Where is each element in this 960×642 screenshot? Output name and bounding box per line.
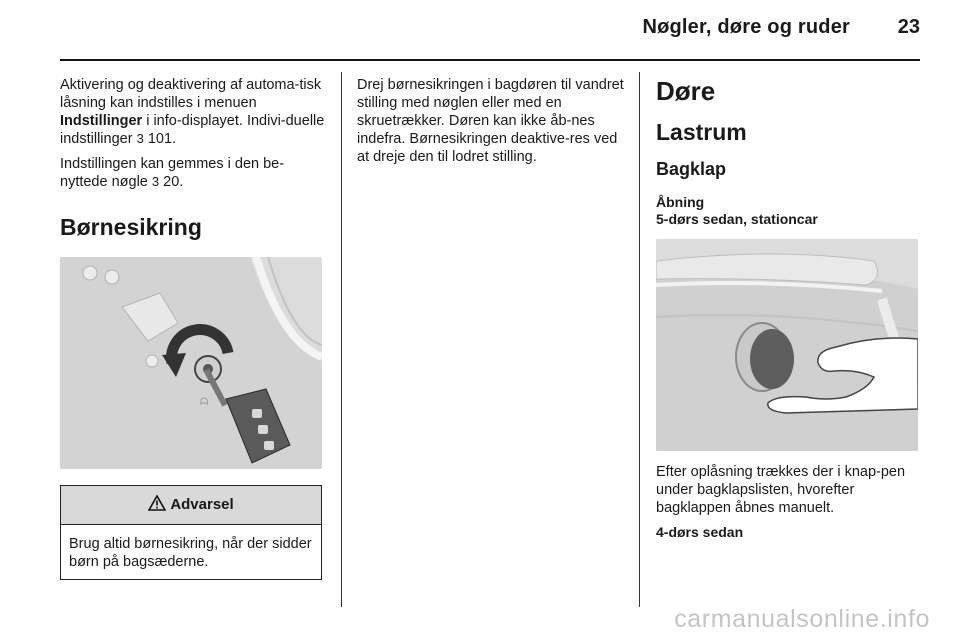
child-lock-illustration — [60, 257, 322, 469]
subheading-4-door: 4-dørs sedan — [656, 524, 744, 540]
column-divider — [639, 72, 640, 607]
heading-tailgate: Bagklap — [656, 159, 727, 179]
page-header-title: Nøgler, døre og ruder — [642, 16, 850, 38]
paragraph-child-lock-instructions: Drej børnesikringen i bagdøren til vandret stilling med nøglen eller med en skruetrækker. Døren kan ikke åb-nes indefra. Børnesikringen deaktive-res ved at dreje den til lodret stilling. — [357, 77, 624, 165]
page-reference-arrow-icon: 3 — [136, 131, 144, 146]
paragraph-auto-lock: Aktivering og deaktivering af automa-tisk låsning kan indstilles i menuen Indstillinger i info-displayet. Indivi-duelle indstillinger 3 101. — [60, 77, 325, 147]
paragraph-tailgate-opening: Efter oplåsning trækkes der i knap-pen under bagklapslisten, hvorefter bagklappen åbnes manuelt. — [656, 464, 906, 516]
watermark: carmanualsonline.info — [674, 605, 930, 633]
subheading-5-door: 5-dørs sedan, stationcar — [656, 211, 818, 227]
tailgate-illustration — [656, 239, 918, 451]
heading-luggage-compartment: Lastrum — [656, 119, 747, 145]
column-right — [656, 76, 920, 541]
warning-title: Advarsel — [170, 496, 234, 513]
page-number: 23 — [897, 16, 920, 38]
section-heading-child-lock: Børnesikring — [60, 214, 202, 240]
page-reference-link[interactable]: 20. — [159, 174, 184, 190]
warning-triangle-icon — [148, 495, 166, 516]
warning-header — [61, 486, 321, 525]
subheading-opening: Åbning — [656, 194, 705, 210]
warning-text: Brug altid børnesikring, når der sidder børn på bagsæderne. — [69, 536, 312, 570]
page-reference-link[interactable]: 101. — [143, 131, 177, 147]
column-middle — [357, 76, 625, 173]
warning-box — [60, 485, 322, 580]
header-divider — [60, 59, 920, 61]
paragraph-key-memory: Indstillingen kan gemmes i den be-nyttede nøgle 3 20. — [60, 156, 285, 190]
svg-text:ᗩ: ᗩ — [200, 397, 209, 408]
column-divider — [341, 72, 342, 607]
column-left — [60, 76, 326, 580]
page-reference-arrow-icon: 3 — [151, 174, 160, 189]
heading-doors: Døre — [656, 76, 716, 106]
menu-name-indstillinger: Indstillinger — [60, 113, 143, 129]
